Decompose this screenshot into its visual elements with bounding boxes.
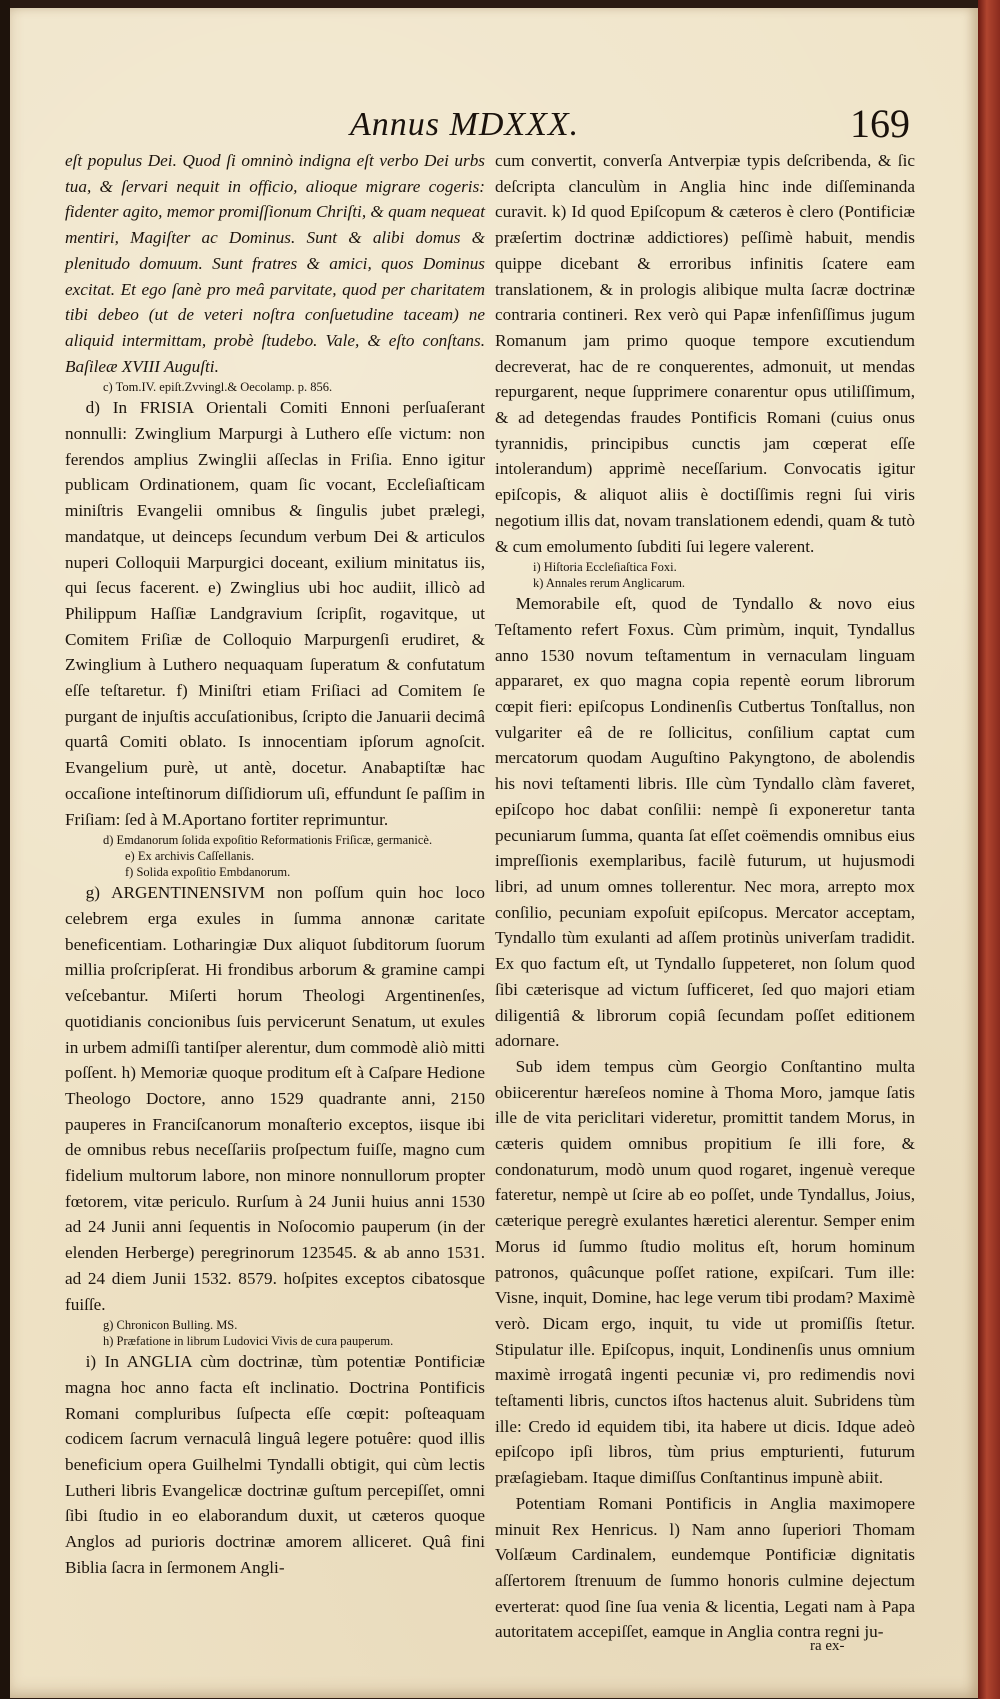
paragraph-anglia: i) In ANGLIA cùm doctrinæ, tùm potentiæ Pontificiæ magna hoc anno facta eſt inclinatio. Doctrina Pontificis Romani compluribus ſuſpecta eſſe cœpit: poſteaquam codicem ſacrum vernaculâ linguâ legere potuêre: quod illis beneficium opera Guilhelmi Tyndalli obtigit, qui cùm lectis Lutheri libris Evangelicæ doctrinæ guſtum percepiſſet, omni ſibi ſtudio in eo elaborandum duxit, ut cæteros quoque Anglos ad purioris doctrinæ amorem alliceret. Quâ fini Biblia ſacra in ſermonem Angli- [65, 1352, 485, 1577]
paragraph-frisia: d) In FRISIA Orientali Comiti Ennoni perſuaſerant nonnulli: Zwinglium Marpurgi à Luthero eſſe victum: non ferendos amplius Zwinglii aſſeclas in Friſia. Enno igitur publicam Ordinationem, quam ſic vocant, Eccleſiaſticam miniſtris Evangelii omnibus & ſingulis jubet prælegi, mandatque, ut deinceps ſecundum verbum Dei & articulos nuperi Colloquii Marpurgici doceant, exilium minitatus iis, qui ſecus facerent. e) Zwinglius ubi hoc audiit, illicò ad Philippum Haſſiæ Landgravium ſcripſit, rogavitque, ut Comitem Friſiæ de Colloquio Marpurgenſi erudiret, & Zwinglium à Luthero nequaquam ſuperatum & confutatum eſſe teſtaretur. f) Miniſtri etiam Friſiaci ad Comitem ſe purgant de injuſtis accuſationibus, ſcripto die Januarii decimâ quartâ Comiti oblato. Is innocentiam ipſorum agnoſcit. Evangelium purè, ut antè, docetur. Anabaptiſtæ hac occaſione inteſtinorum diſſidiorum uſi, effundunt ſe paſſim in Friſiam: ſed à M.Aportano fortiter reprimuntur. [65, 398, 485, 829]
footnote-c: c) Tom.IV. epiſt.Zvvingl.& Oecolamp. p. 856. [103, 380, 333, 395]
footnote-g: g) Chronicon Bulling. MS. [103, 1318, 238, 1333]
book-binding-edge [0, 0, 10, 1699]
footnote-e: e) Ex archivis Caſſellanis. [125, 849, 255, 864]
footnote-i: i) Hiſtoria Eccleſiaſtica Foxi. [533, 560, 677, 575]
book-page [10, 8, 978, 1698]
letter-excerpt: eſt populus Dei. Quod ſi omninò indigna eſt verbo Dei urbs tua, & ſervari nequit in officio, alioque migrare cogeris: fidenter agito, memor promiſſionum Chriſti, & quam nequeat mentiri, Magiſter ac Dominus. Sunt & alibi domus & plenitudo domuum. Sunt fratres & amici, quos Dominus excitat. Et ego ſanè pro meâ parvitate, quod per charitatem tibi debeo (ut de veteri noſtra conſuetudine taceam) ne aliquid intermittam, probè ſtudebo. Vale, & eſto conſtans. Baſileæ XVIII Auguſti. [65, 151, 485, 376]
paragraph-henricus: Potentiam Romani Pontificis in Anglia maximopere minuit Rex Henricus. l) Nam anno ſuperiori Thomam Volſæum Cardinalem, eundemque Pontificiæ dignitatis aſſertorem ſtrenuum de ſummo honoris culmine dejectum everterat: quod ſine ſua venia & licentia, Legati nam à Papa autoritatem accepiſſet, eamque in Anglia contra regni ju- [495, 1493, 915, 1642]
running-title: Annus MDXXX. [350, 106, 580, 143]
paragraph-tyndallus: Memorabile eſt, quod de Tyndallo & novo eius Teſtamento refert Foxus. Cùm primùm, inquit, Tyndallus anno 1530 novum teſtamentum in vernaculam linguam appararet, ex quo magna copia repentè eorum librorum cœpit fieri: epiſcopus Londinenſis Cutbertus Tonſtallus, non vulgariter eâ de re ſollicitus, conſilium captat cum mercatorum quodam Auguſtino Pakyngtono, de abolendis his novi teſtamenti libris. Ille cùm Tyndallo clàm faveret, epiſcopo hoc dabat conſilii: nempè ſi exponeretur tanta pecuniarum ſumma, quanta ſat eſſet coëmendis omnibus eius impreſſionis exemplaribus, facilè futurum, ut hujusmodi libri, ad unum omnes tollerentur. Nec mora, arrepto mox conſilio, pecuniam expoſuit epiſcopus. Mercator acceptam, Tyndallo tùm exulanti ad aſſem protinùs univerſam tradidit. Ex quo factum eſt, ut Tyndallo ſuppeteret, non ſolum quod ſibi cæterisque ad victum ſufficeret, ſed quo majori etiam diligentiâ & librorum copiâ ſecundam poſſet editionem adornare. [495, 594, 915, 1051]
page-number: 169 [850, 101, 910, 146]
footnote-k: k) Annales rerum Anglicarum. [533, 576, 686, 591]
footnote-f: f) Solida expoſitio Embdanorum. [125, 865, 291, 880]
right-column [495, 148, 915, 1645]
running-head [70, 98, 950, 148]
footnote-h: h) Præfatione in librum Ludovici Vivis de cura pauperum. [103, 1334, 394, 1349]
red-page-edge [978, 0, 1000, 1699]
paragraph-argentinensium: g) ARGENTINENSIVM non poſſum quin hoc loco celebrem erga exules in ſumma annonæ caritate beneficentiam. Lotharingiæ Dux aliquot ſubditorum ſuorum millia proſcripſerat. Hi frondibus arborum & gramine campi veſcebantur. Miſerti horum Theologi Argentinenſes, quotidianis concionibus ſuis pervicerunt Senatum, ut exules in urbem admiſſi tantiſper alerentur, dum commodè aliò mitti poſſent. h) Memoriæ quoque proditum eſt à Caſpare Hedione Theologo Doctore, anno 1529 quadrante anni, 2150 pauperes in Franciſcanorum monaſterio exceptos, iisque ibi de omnibus rebus neceſſariis proſpectum fuiſſe, magno cum fidelium multorum labore, non minore nonnullorum propter fœtorem, vitæ periculo. Rurſum à 24 Junii huius anni 1530 ad 24 Junii anni ſequentis in Noſocomio pauperum (in der elenden Herberge) peregrinorum 123545. & ab anno 1531. ad 24 diem Junii 1532. 8579. hoſpites exceptos cibatosque fuiſſe. [65, 883, 485, 1314]
paragraph-continuation: cum convertit, converſa Antverpiæ typis deſcribenda, & ſic deſcripta clanculùm in Anglia hinc inde diſſeminanda curavit. k) Id quod Epiſcopum & cæteros è clero (Pontificiæ præſertim doctrinæ addictiores) peſſimè habuit, mendis quippe dicebant & erroribus infinitis ſcatere eam translationem, & in prologis alibique multa ſacræ doctrinæ contraria contineri. Rex verò qui Papæ infenſiſſimus jugum Romanum jam primo quoque tempore excutiendum decreverat, hac de re conquerentes, admonuit, ut mendas repurgarent, neque ſupprimere conarentur opus utiliſſimum, & ad detegendas fraudes Pontificis Romani (cuius onus tyrannidis, principibus cunctis jam cœperat eſſe intolerandum) apprimè neceſſarium. Convocatis igitur epiſcopis, & aliquot aliis è doctiſſimis regni ſui viris negotium illis dat, novam translationem edendi, quam & tutò & cum emolumento ſubditi ſui legere valerent. [495, 151, 915, 556]
catchword: ra ex- [810, 1638, 845, 1654]
left-column [65, 148, 485, 1581]
paragraph-constantinus: Sub idem tempus cùm Georgio Conſtantino multa obiicerentur hæreſeos nomine à Thoma Moro, jamque ſatis ille de vita periclitari videretur, promittit tandem Morus, in cæteris quidem omnibus propitium ſe illi fore, & condonaturum, modò unum quod rogaret, ingenuè vereque fateretur, nempè ut ſcire ab eo poſſet, unde Tyndallus, Joius, cæterique peregrè exulantes hæretici alerentur. Semper enim Morus id ſummo ſtudio molitus eſt, horum hominum patronos, quâcunque poſſet ratione, expiſcari. Tum ille: Visne, inquit, Domine, hac lege verum tibi prodam? Maximè verò. Dicam ergo, inquit, tu vide ut promiſſis ſtetur. Stipulatur ille. Epiſcopus, inquit, Londinenſis unus omnium maximè irrogatâ ingenti pecuniæ vi, pro redimendis novi teſtamenti libris, cunctos iſtos hactenus aluit. Subridens tùm ille: Credo id equidem tibi, ita habere ut dicis. Idque adeò epiſcopo ipſi libros, tùm prius empturienti, futurum præſagiebam. Itaque dimiſſus Conſtantinus impunè abiit. [495, 1056, 915, 1488]
footnote-d: d) Emdanorum ſolida expoſitio Reformationis Friſicæ, germanicè. [103, 833, 433, 848]
